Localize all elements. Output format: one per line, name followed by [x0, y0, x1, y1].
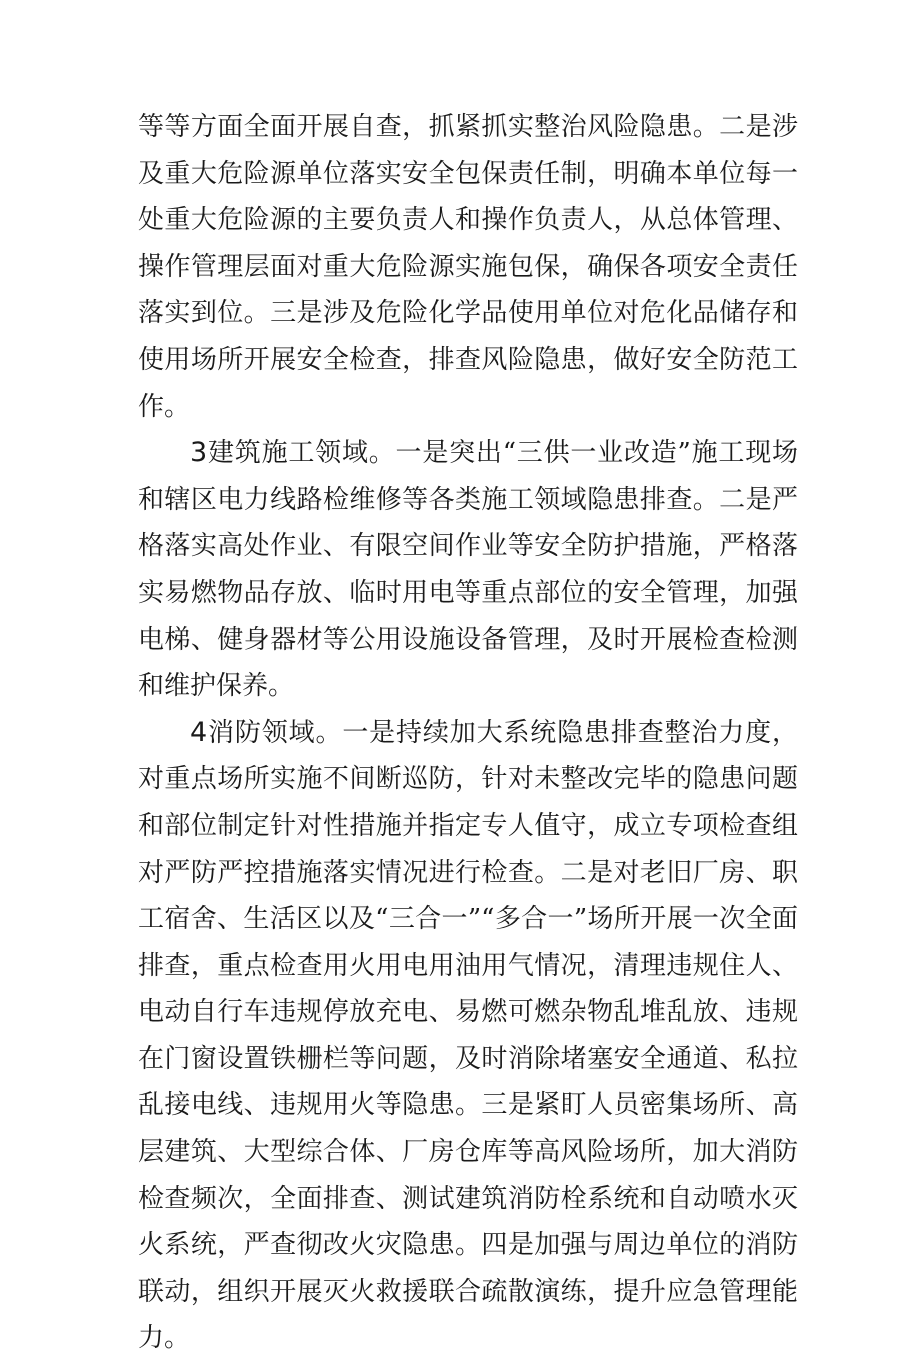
paragraph-text: 消防领域。一是持续加大系统隐患排查整治力度，对重点场所实施不间断巡防，针对未整改完毕的隐患问题和部位制定针对性措施并指定专人值守，成立专项检查组对严防严控措施落实情况进行检查。二是对老旧厂房、职工宿舍、生活区以及“三合一”“多合一”场所开展一次全面排查，重点检查用火用电用油用气情况，清理违规住人、电动自行车违规停放充电、易燃可燃杂物乱堆乱放、违规在门窗设置铁栅栏等问题，及时消除堵塞安全通道、私拉乱接电线、违规用火等隐患。三是紧盯人员密集场所、高层建筑、大型综合体、厂房仓库等高风险场所，加大消防检查频次，全面排查、测试建筑消防栓系统和自动喷水灭火系统，严查彻改火灾隐患。四是加强与周边单位的消防联动，组织开展灭火救援联合疏散演练，提升应急管理能力。	[138, 717, 798, 1354]
document-body	[138, 104, 798, 1362]
paragraph-continuation	[138, 104, 798, 430]
section-number: 3	[190, 437, 208, 469]
paragraph-construction	[138, 430, 798, 710]
paragraph-text: 建筑施工领域。一是突出“三供一业改造”施工现场和辖区电力线路检维修等各类施工领域隐患排查。二是严格落实高处作业、有限空间作业等安全防护措施，严格落实易燃物品存放、临时用电等重点部位的安全管理，加强电梯、健身器材等公用设施设备管理，及时开展检查检测和维护保养。	[138, 438, 798, 702]
section-number: 4	[190, 716, 208, 748]
paragraph-text: 等等方面全面开展自查，抓紧抓实整治风险隐患。二是涉及重大危险源单位落实安全包保责任制，明确本单位每一处重大危险源的主要负责人和操作负责人，从总体管理、操作管理层面对重大危险源实施包保，确保各项安全责任落实到位。三是涉及危险化学品使用单位对危化品储存和使用场所开展安全检查，排查风险隐患，做好安全防范工作。	[138, 112, 798, 422]
paragraph-fire-protection	[138, 710, 798, 1362]
